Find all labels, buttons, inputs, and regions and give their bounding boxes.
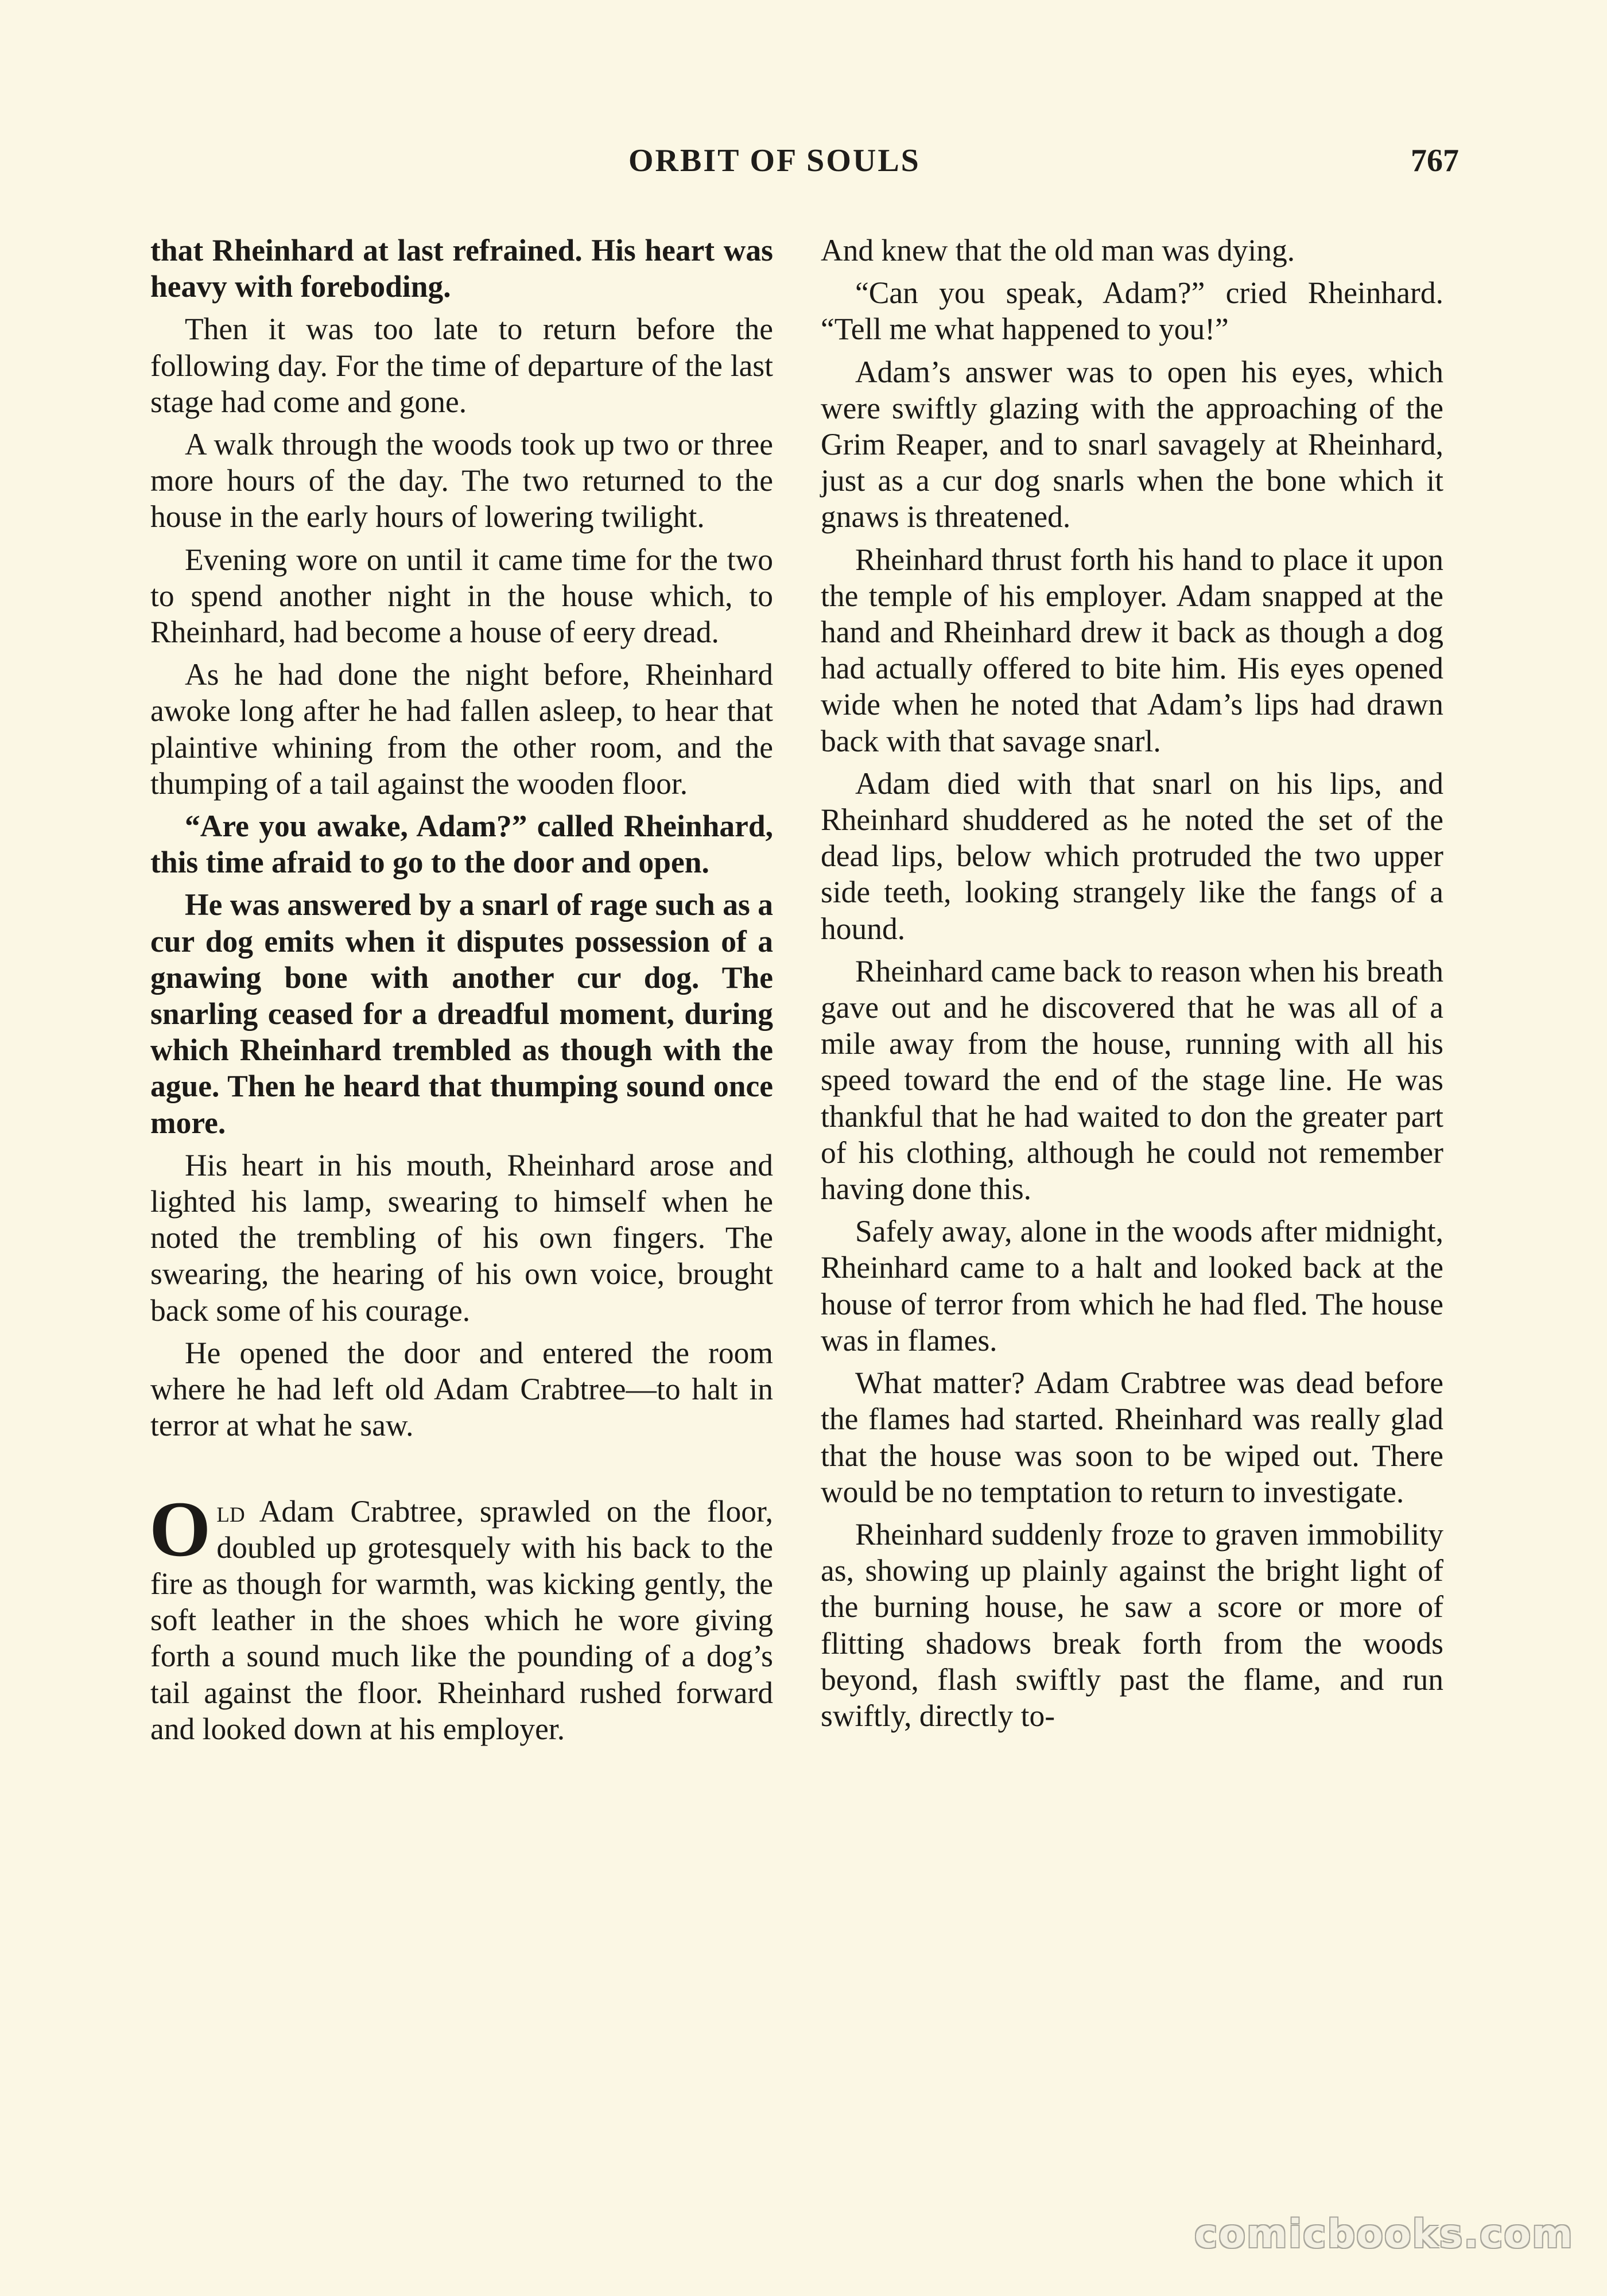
paragraph: He opened the door and entered the room where he had left old Adam Crabtree—to halt in terror at what he saw. (150, 1335, 773, 1443)
paragraph: As he had done the night before, Rheinhard awoke long after he had fallen asleep, to hear that plaintive whining from the other room, and the thumping of a tail against the wooden floor. (150, 657, 773, 801)
right-column (821, 232, 1443, 1740)
paragraph: “Can you speak, Adam?” cried Rheinhard. “Tell me what happened to you!” (821, 276, 1443, 347)
paragraph-with-drop-cap (149, 1484, 773, 1747)
paragraph: Adam died with that snarl on his lips, and Rheinhard shuddered as he noted the set of the dead lips, below which protruded the two upper side teeth, looking strangely like the fangs of a hound. (821, 766, 1443, 946)
paragraph: Rheinhard suddenly froze to graven immobility as, showing up plainly against the bright light of the burning house, he saw a score or more of flitting shadows break forth from the woods beyond, flash swiftly past the flame, and run swiftly, directly to- (821, 1517, 1443, 1733)
running-head (0, 142, 1607, 188)
paragraph: that Rheinhard at last refrained. His heart was heavy with foreboding. (150, 233, 773, 304)
paragraph: He was answered by a snarl of rage such as a cur dog emits when it disputes possession of a gnawing bone with another cur dog. The snarling ceased for a dreadful moment, during which Rheinhard trembled as though with the ague. Then he heard that thumping sound once more. (150, 887, 773, 1140)
small-caps-lead: ld (216, 1494, 245, 1529)
paragraph: A walk through the woods took up two or three more hours of the day. The two returned to the house in the early hours of lowering twilight. (150, 427, 773, 534)
paragraph: And knew that the old man was dying. (821, 233, 1295, 267)
section-break (150, 1450, 773, 1494)
paragraph: Rheinhard came back to reason when his breath gave out and he discovered that he was all of a mile away from the house, running with all his speed toward the end of the stage line. He was thankful that he had waited to don the greater part of his clothing, although he could not remember having done this. (821, 953, 1443, 1207)
paragraph: Evening wore on until it came time for the two to spend another night in the house which, to Rheinhard, had become a house of eery dread. (150, 542, 773, 650)
paragraph: Safely away, alone in the woods after midnight, Rheinhard came to a halt and looked back at the house of terror from which he had fled. The house was in flames. (821, 1214, 1443, 1358)
watermark-logo: comicbooks.com (1194, 2212, 1574, 2257)
running-head-title: ORBIT OF SOULS (628, 143, 921, 179)
paragraph: Rheinhard thrust forth his hand to place it upon the temple of his employer. Adam snapped at the hand and Rheinhard drew it back as though a dog had actually offered to bite him. His eyes opened wide when he noted that Adam’s lips had drawn back with that savage snarl. (821, 542, 1443, 758)
paragraph-text: Adam Crabtree, sprawled on the floor, doubled up grotesquely with his back to the fire as though for warmth, was kicking gently, the soft leather in the shoes which he wore giving forth a sound much like the pounding of a dog’s tail against the floor. Rheinhard rushed forward and looked down at his employer. (150, 1494, 773, 1746)
drop-cap: O (149, 1484, 211, 1573)
paragraph: His heart in his mouth, Rheinhard arose and lighted his lamp, swearing to himself when he noted the trembling of his own fingers. The swearing, the hearing of his own voice, brought back some of his courage. (150, 1147, 773, 1328)
paragraph: “Are you awake, Adam?” called Rheinhard, this time afraid to go to the door and open. (150, 809, 773, 880)
page-number: 767 (1411, 143, 1459, 179)
paragraph: Adam’s answer was to open his eyes, which were swiftly glazing with the approaching of the Grim Reaper, and to snarl savagely at Rheinhard, just as a cur dog snarls when the bone which it gnaws is threatened. (821, 354, 1443, 534)
paragraph: Then it was too late to return before the following day. For the time of departure of the last stage had come and gone. (150, 312, 773, 419)
left-column (150, 232, 773, 1754)
paragraph: What matter? Adam Crabtree was dead before the flames had started. Rheinhard was really glad that the house was soon to be wiped out. There would be no temptation to return to investigate. (821, 1366, 1443, 1509)
